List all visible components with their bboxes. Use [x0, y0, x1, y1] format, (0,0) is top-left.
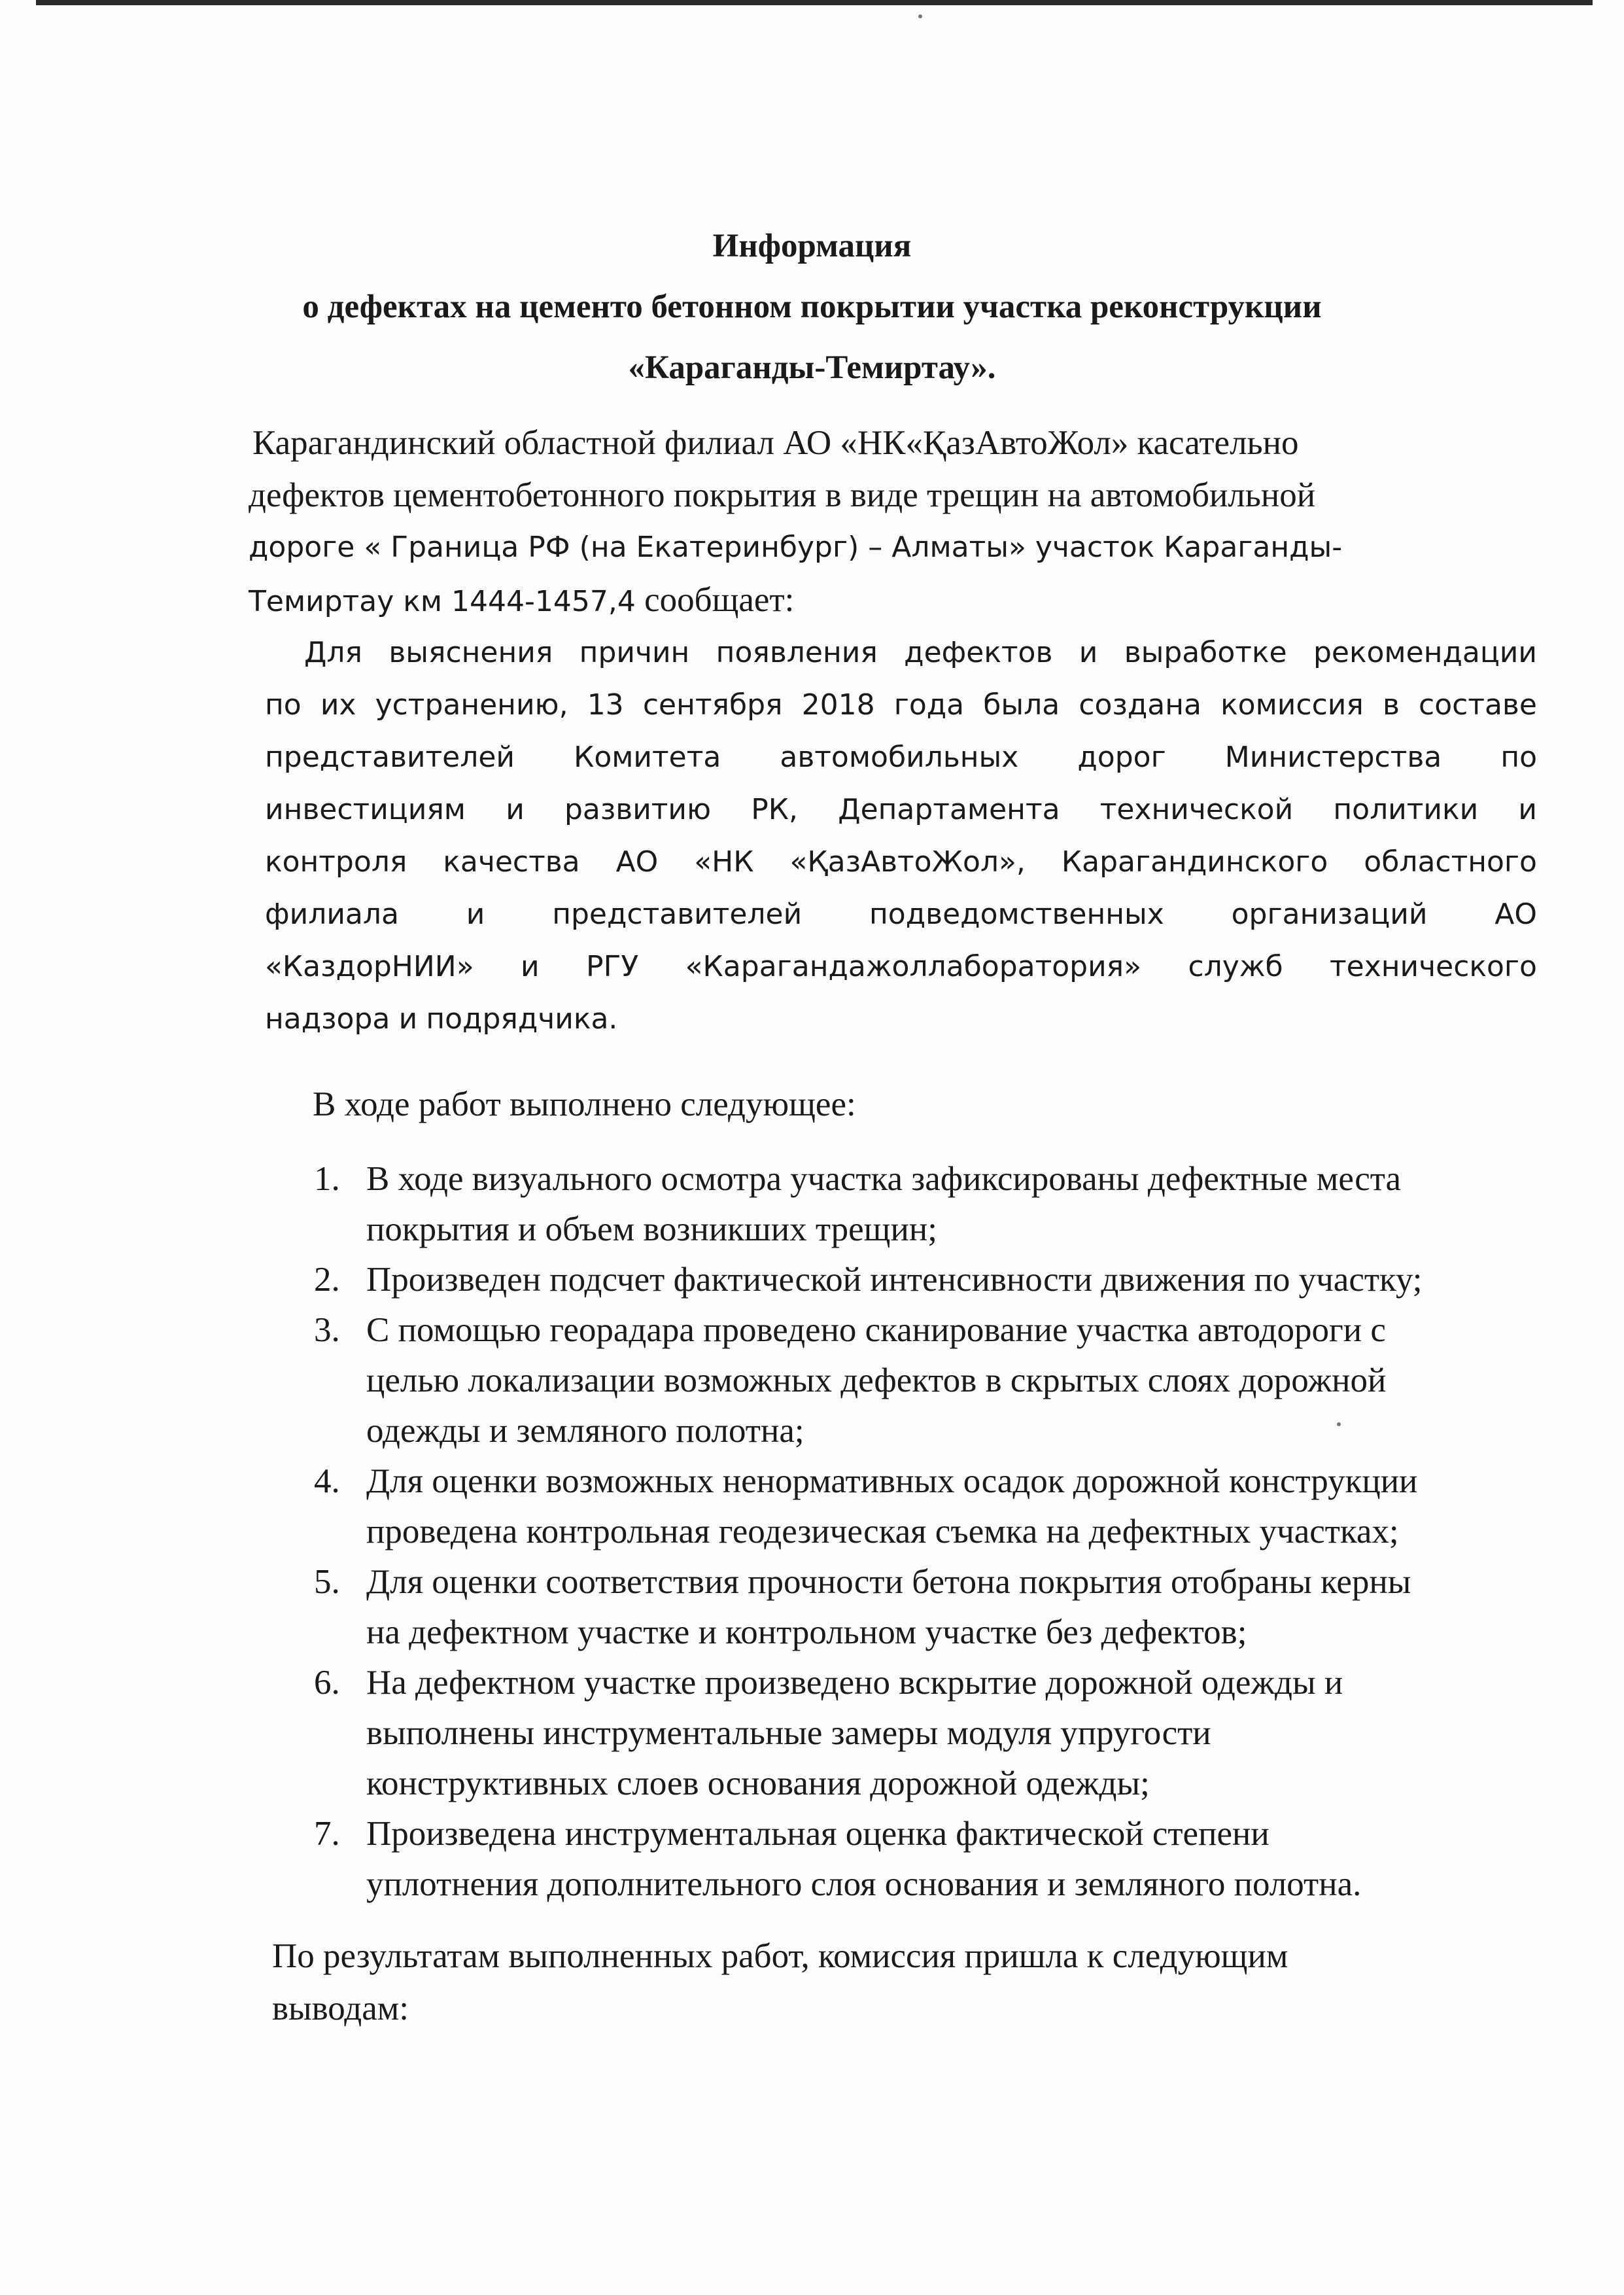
conclusion-paragraph [272, 1930, 1515, 2035]
commission-word: Департамента [838, 793, 1060, 826]
work-step-line: выполнены инструментальные замеры модуля упругости [366, 1714, 1211, 1752]
commission-word: представителей [265, 741, 515, 774]
intro-line: дороге « Граница РФ (на Екатеринбург) – Алматы» участок Караганды- [249, 531, 1343, 564]
title-line-3: «Караганды-Темиртау». [628, 349, 996, 386]
commission-word: «КаздорНИИ» [265, 950, 474, 983]
commission-word: «НК [694, 845, 754, 879]
work-step-number: 5. [314, 1563, 340, 1601]
work-step-item [314, 1808, 1557, 1908]
commission-word: РГУ [586, 950, 639, 983]
work-step-line: на дефектном участке и контрольном участке без дефектов; [366, 1613, 1247, 1651]
commission-word: создана [1079, 688, 1201, 722]
commission-word: года [893, 688, 965, 722]
commission-word: по [265, 688, 302, 722]
intro-line: Карагандинский областной филиал АО «НК«ҚазАвтоЖол» касательно [252, 424, 1299, 462]
commission-word: «Карагандажоллаборатория» [685, 950, 1142, 983]
commission-word: рекомендации [1313, 636, 1537, 669]
commission-word: выяснения [389, 636, 553, 669]
commission-line [265, 679, 1537, 731]
work-step-item [314, 1153, 1557, 1253]
commission-word: и [506, 793, 525, 826]
commission-word: служб [1188, 950, 1283, 983]
title-line-1: Информация [712, 228, 912, 264]
intro-line-part: Темиртау км 1444-1457,4 [249, 585, 636, 618]
commission-word: филиала [265, 898, 399, 931]
work-step-line: На дефектном участке произведено вскрытие дорожной одежды и [366, 1664, 1343, 1702]
commission-line [265, 888, 1537, 941]
commission-word: АО [1494, 898, 1537, 931]
commission-line [265, 941, 1537, 993]
commission-word: развитию [564, 793, 712, 826]
work-step-item [314, 1656, 1557, 1808]
commission-word: «ҚазАвтоЖол», [789, 845, 1026, 879]
commission-line [265, 731, 1537, 784]
commission-word: РК, [751, 793, 799, 826]
commission-word: дорог [1077, 741, 1166, 774]
work-step-line: целью локализации возможных дефектов в скрытых слоях дорожной [366, 1361, 1387, 1399]
work-step-number: 3. [314, 1311, 340, 1349]
commission-word: и [1518, 793, 1537, 826]
conclusion-line: выводам: [272, 1989, 409, 2027]
commission-line [265, 993, 1537, 1045]
commission-line [265, 784, 1537, 836]
work-step-number: 7. [314, 1815, 340, 1853]
commission-word: причин [579, 636, 690, 669]
intro-paragraph [249, 417, 1491, 626]
work-step-item [314, 1304, 1557, 1455]
commission-word: качества [443, 845, 580, 879]
commission-word: комиссия [1220, 688, 1364, 722]
commission-word: их [320, 688, 356, 722]
commission-word: Карагандинского [1061, 845, 1328, 879]
work-intro-text: В ходе работ выполнено следующее: [313, 1085, 856, 1123]
work-step-number: 2. [314, 1261, 340, 1299]
work-step-line: С помощью георадара проведено сканирование участка автодороги с [366, 1311, 1386, 1349]
commission-word: и [1079, 636, 1098, 669]
work-step-line: уплотнения дополнительного слоя основания и земляного полотна. [366, 1865, 1362, 1903]
work-step-item [314, 1556, 1557, 1656]
commission-word: автомобильных [780, 741, 1019, 774]
commission-word: и [466, 898, 485, 931]
commission-word: подведомственных [869, 898, 1164, 931]
commission-word: организаций [1231, 898, 1428, 931]
work-step-line: Произведен подсчет фактической интенсивности движения по участку; [366, 1261, 1423, 1299]
document-title [0, 216, 1624, 398]
intro-line: дефектов цементобетонного покрытия в виде трещин на автомобильной [249, 476, 1316, 514]
commission-word: технической [1099, 793, 1294, 826]
work-step-number: 4. [314, 1462, 340, 1500]
commission-word: представителей [552, 898, 803, 931]
commission-word: политики [1333, 793, 1479, 826]
commission-word: дефектов [904, 636, 1053, 669]
work-step-number: 1. [314, 1160, 340, 1198]
work-step-line: одежды и земляного полотна; [366, 1412, 804, 1450]
work-step-line: В ходе визуального осмотра участка зафиксированы дефектные места [366, 1160, 1402, 1198]
commission-word: 13 [587, 688, 624, 722]
commission-word: Министерства [1224, 741, 1442, 774]
work-step-line: Произведена инструментальная оценка фактической степени [366, 1815, 1270, 1853]
commission-word: и [398, 1002, 418, 1036]
intro-line-part: сообщает: [635, 581, 795, 619]
commission-line [265, 627, 1537, 679]
commission-word: Для [304, 636, 362, 669]
title-line-2: о дефектах на цементо бетонном покрытии участка реконструкции [302, 289, 1322, 325]
commission-word: областного [1364, 845, 1537, 879]
work-step-item [314, 1253, 1557, 1304]
work-step-number: 6. [314, 1664, 340, 1702]
commission-word: контроля [265, 845, 407, 879]
scan-speck [918, 14, 922, 18]
work-steps-list [314, 1153, 1557, 1908]
commission-word: Комитета [574, 741, 721, 774]
commission-word: надзора [265, 1002, 390, 1036]
commission-word: появления [716, 636, 878, 669]
commission-word: составе [1419, 688, 1537, 722]
conclusion-line: По результатам выполненных работ, комиссия пришла к следующим [272, 1937, 1288, 1975]
intro-line [249, 574, 1491, 626]
commission-word: выработке [1124, 636, 1287, 669]
commission-word: по [1500, 741, 1537, 774]
commission-word: технического [1330, 950, 1537, 983]
commission-paragraph [265, 627, 1537, 1045]
commission-word: была [983, 688, 1060, 722]
commission-word: и [521, 950, 540, 983]
commission-word: устранению, [375, 688, 568, 722]
work-step-line: Для оценки соответствия прочности бетона покрытия отобраны керны [366, 1563, 1411, 1601]
work-step-line: покрытия и объем возникших трещин; [366, 1210, 937, 1248]
commission-line [265, 836, 1537, 888]
commission-word: сентября [642, 688, 783, 722]
commission-word: 2018 [801, 688, 875, 722]
work-step-line: проведена контрольная геодезическая съемка на дефектных участках; [366, 1513, 1399, 1550]
scan-top-edge [36, 0, 1593, 5]
work-step-line: конструктивных слоев основания дорожной одежды; [366, 1764, 1150, 1802]
commission-word: в [1382, 688, 1400, 722]
work-step-line: Для оценки возможных ненормативных осадок дорожной конструкции [366, 1462, 1418, 1500]
commission-word: подрядчика. [426, 1002, 618, 1036]
work-step-item [314, 1455, 1557, 1556]
commission-word: АО [615, 845, 659, 879]
commission-word: инвестициям [265, 793, 466, 826]
